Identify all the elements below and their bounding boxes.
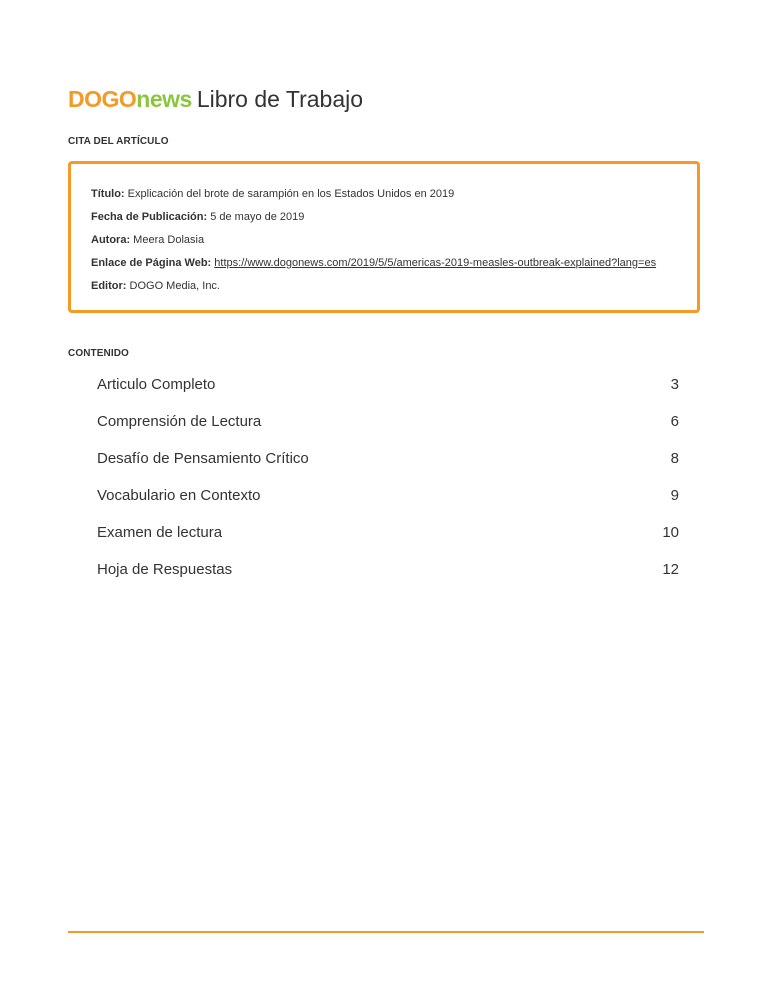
toc-item-page: 8: [670, 450, 679, 467]
citation-link-label: Enlace de Página Web:: [91, 257, 212, 269]
citation-date-line: [91, 211, 304, 223]
citation-link-line: [91, 257, 656, 269]
toc-item-label: Comprensión de Lectura: [97, 413, 262, 430]
logo-dogo-text: DOGO: [68, 86, 137, 112]
dogonews-logo: [68, 86, 192, 113]
toc-item-page: 12: [662, 561, 679, 578]
toc-item-label: Articulo Completo: [97, 376, 216, 393]
citation-section-label: CITA DEL ARTÍCULO: [68, 136, 169, 147]
toc-item[interactable]: [97, 450, 679, 487]
toc-item[interactable]: [97, 487, 679, 524]
citation-title-value: Explicación del brote de sarampión en los Estados Unidos en 2019: [127, 188, 455, 200]
table-of-contents: [97, 376, 679, 598]
toc-item[interactable]: [97, 376, 679, 413]
citation-editor-value: DOGO Media, Inc.: [129, 280, 220, 292]
citation-editor-line: [91, 280, 220, 292]
citation-editor-label: Editor:: [91, 280, 127, 292]
citation-author-line: [91, 234, 204, 246]
citation-title-line: [91, 188, 454, 200]
citation-date-label: Fecha de Publicación:: [91, 211, 208, 223]
toc-item-label: Desafío de Pensamiento Crítico: [97, 450, 309, 467]
citation-date-value: 5 de mayo de 2019: [210, 211, 305, 223]
page-header: [68, 86, 363, 113]
citation-author-label: Autora:: [91, 234, 131, 246]
article-url-link[interactable]: https://www.dogonews.com/2019/5/5/americas-2019-measles-outbreak-explained?lang=es: [214, 257, 657, 269]
logo-news-text: news: [136, 86, 192, 112]
toc-item-page: 3: [670, 376, 679, 393]
toc-item-label: Examen de lectura: [97, 524, 223, 541]
citation-author-value: Meera Dolasia: [133, 234, 205, 246]
toc-item[interactable]: [97, 561, 679, 598]
toc-item[interactable]: [97, 524, 679, 561]
toc-item-label: Hoja de Respuestas: [97, 561, 233, 578]
toc-item-label: Vocabulario en Contexto: [97, 487, 261, 504]
footer-divider: [68, 931, 704, 933]
citation-title-label: Título:: [91, 188, 125, 200]
toc-item-page: 9: [670, 487, 679, 504]
toc-item-page: 6: [670, 413, 679, 430]
page-title: Libro de Trabajo: [196, 86, 364, 112]
contents-section-label: CONTENIDO: [68, 348, 129, 359]
citation-box: [68, 161, 700, 313]
toc-item[interactable]: [97, 413, 679, 450]
toc-item-page: 10: [662, 524, 679, 541]
